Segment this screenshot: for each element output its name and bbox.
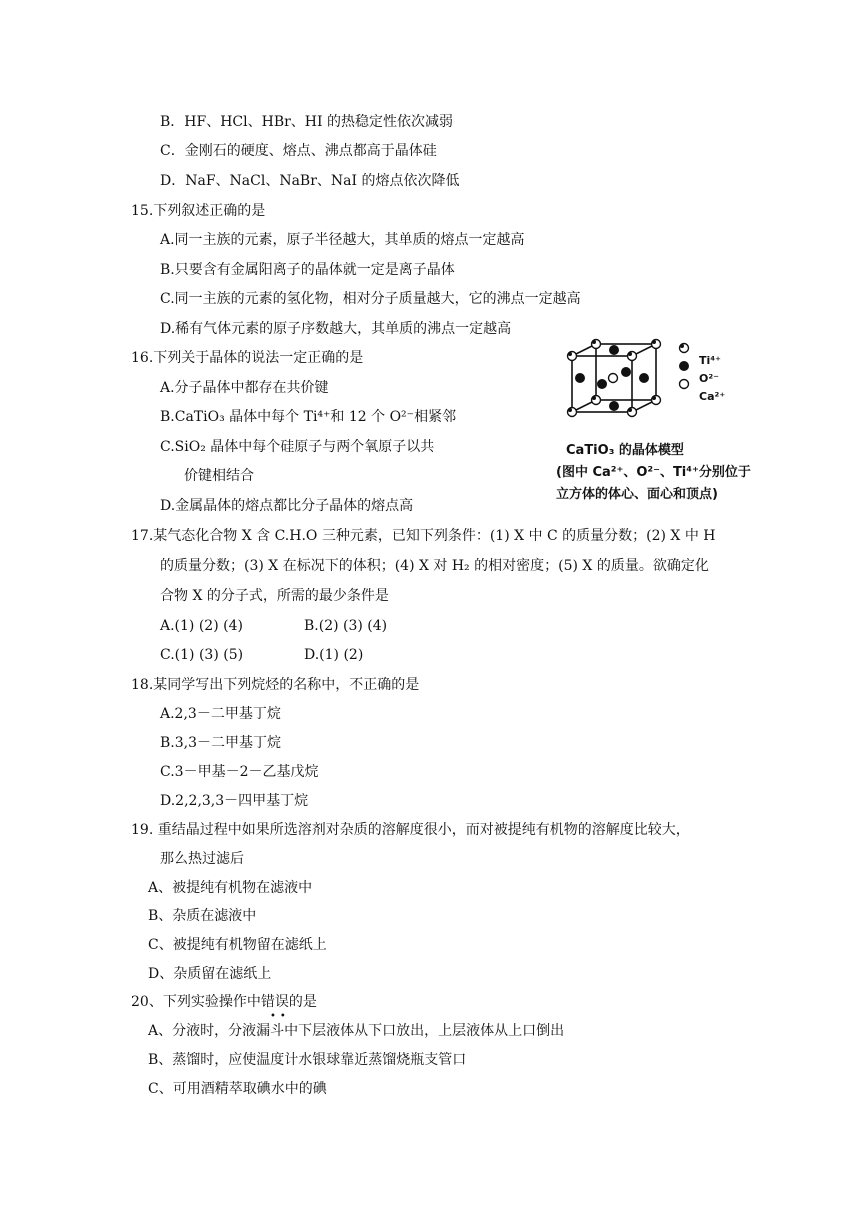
o-atom <box>621 367 631 377</box>
q20-option-b: B、蒸馏时，应使温度计水银球靠近蒸馏烧瓶支管口 <box>148 1052 467 1068</box>
q17-stem-3: 合物 X 的分子式，所需的最少条件是 <box>160 588 389 604</box>
legend-o-label: O²⁻ <box>699 372 719 385</box>
o-atom <box>597 379 607 389</box>
figure-caption-line1: (图中 Ca²⁺、O²⁻、Ti⁴⁺分别位于 <box>556 465 751 480</box>
q18-stem: 18.某同学写出下列烷烃的名称中，不正确的是 <box>131 677 420 693</box>
q19-stem-1: 19. 重结晶过程中如果所选溶剂对杂质的溶解度很小，而对被提纯有机物的溶解度比较大， <box>131 822 690 838</box>
legend-ca-marker <box>680 380 689 389</box>
q19-stem-2: 那么热过滤后 <box>160 851 244 867</box>
q18-option-a: A.2,3－二甲基丁烷 <box>160 706 281 722</box>
q17-stem-2: 的质量分数；(3) X 在标况下的体积；(4) X 对 H₂ 的相对密度；(5) X 的质量。欲确定化 <box>160 558 709 574</box>
ti-atom-shade <box>568 352 572 356</box>
q14-option-d: D．NaF、NaCl、NaBr、NaI 的熔点依次降低 <box>160 173 460 189</box>
q19-option-d: D、杂质留在滤纸上 <box>148 966 272 982</box>
q17-option-b: B.(2) (3) (4) <box>304 618 388 634</box>
q18-option-b: B.3,3－二甲基丁烷 <box>160 735 282 751</box>
q15-option-b: B.只要含有金属阳离子的晶体就一定是离子晶体 <box>160 262 455 278</box>
q15-option-c: C.同一主族的元素的氢化物，相对分子质量越大，它的沸点一定越高 <box>160 291 581 307</box>
q17-option-c: C.(1) (3) (5) <box>160 647 244 663</box>
q16-option-a: A.分子晶体中都存在共价键 <box>160 380 329 396</box>
crystal-cube-diagram <box>556 336 776 426</box>
q16-option-c-cont: 价键相结合 <box>184 468 254 484</box>
emphasis-dots: •• <box>270 1011 290 1022</box>
q19-option-b: B、杂质在滤液中 <box>148 908 257 924</box>
q20-stem: 20、下列实验操作中错误的是 <box>131 994 317 1010</box>
o-atom <box>639 373 649 383</box>
q20-option-c: C、可用酒精萃取碘水中的碘 <box>148 1081 327 1097</box>
q17-option-d: D.(1) (2) <box>304 647 364 663</box>
catio3-crystal-figure <box>556 336 776 516</box>
o-atom <box>609 345 619 355</box>
q15-option-a: A.同一主族的元素，原子半径越大，其单质的熔点一定越高 <box>160 232 525 248</box>
q18-option-c: C.3－甲基－2－乙基戊烷 <box>160 764 319 780</box>
figure-caption-line2: 立方体的体心、面心和顶点) <box>556 487 718 502</box>
q16-option-c: C.SiO₂ 晶体中每个硅原子与两个氧原子以共 <box>160 439 435 455</box>
q19-option-a: A、被提纯有机物在滤液中 <box>148 880 313 896</box>
q18-option-d: D.2,2,3,3－四甲基丁烷 <box>160 793 309 809</box>
q14-option-c: C．金刚石的硬度、熔点、沸点都高于晶体硅 <box>160 143 437 159</box>
q19-option-c: C、被提纯有机物留在滤纸上 <box>148 937 327 953</box>
legend-ti-label: Ti⁴⁺ <box>699 354 721 367</box>
legend-ca-label: Ca²⁺ <box>699 390 726 403</box>
legend-o-marker <box>679 361 689 371</box>
o-atom <box>609 401 619 411</box>
q15-option-d: D.稀有气体元素的原子序数越大，其单质的沸点一定越高 <box>160 321 512 337</box>
figure-caption-title: CaTiO₃ 的晶体模型 <box>566 443 684 458</box>
q14-option-b: B．HF、HCl、HBr、HI 的热稳定性依次减弱 <box>160 114 453 130</box>
q20-option-a: A、分液时，分液漏斗中下层液体从下口放出，上层液体从上口倒出 <box>148 1023 565 1039</box>
q16-option-d: D.金属晶体的熔点都比分子晶体的熔点高 <box>160 498 414 514</box>
q16-option-b: B.CaTiO₃ 晶体中每个 Ti⁴⁺和 12 个 O²⁻相紧邻 <box>160 409 457 425</box>
ca-atom <box>609 374 618 383</box>
q15-stem: 15.下列叙述正确的是 <box>131 203 266 219</box>
q17-stem-1: 17.某气态化合物 X 含 C.H.O 三种元素，已知下列条件：(1) X 中 C 的质量分数；(2) X 中 H <box>131 528 716 544</box>
o-atom <box>575 373 585 383</box>
q16-stem: 16.下列关于晶体的说法一定正确的是 <box>131 350 364 366</box>
q17-option-a: A.(1) (2) (4) <box>160 618 243 634</box>
